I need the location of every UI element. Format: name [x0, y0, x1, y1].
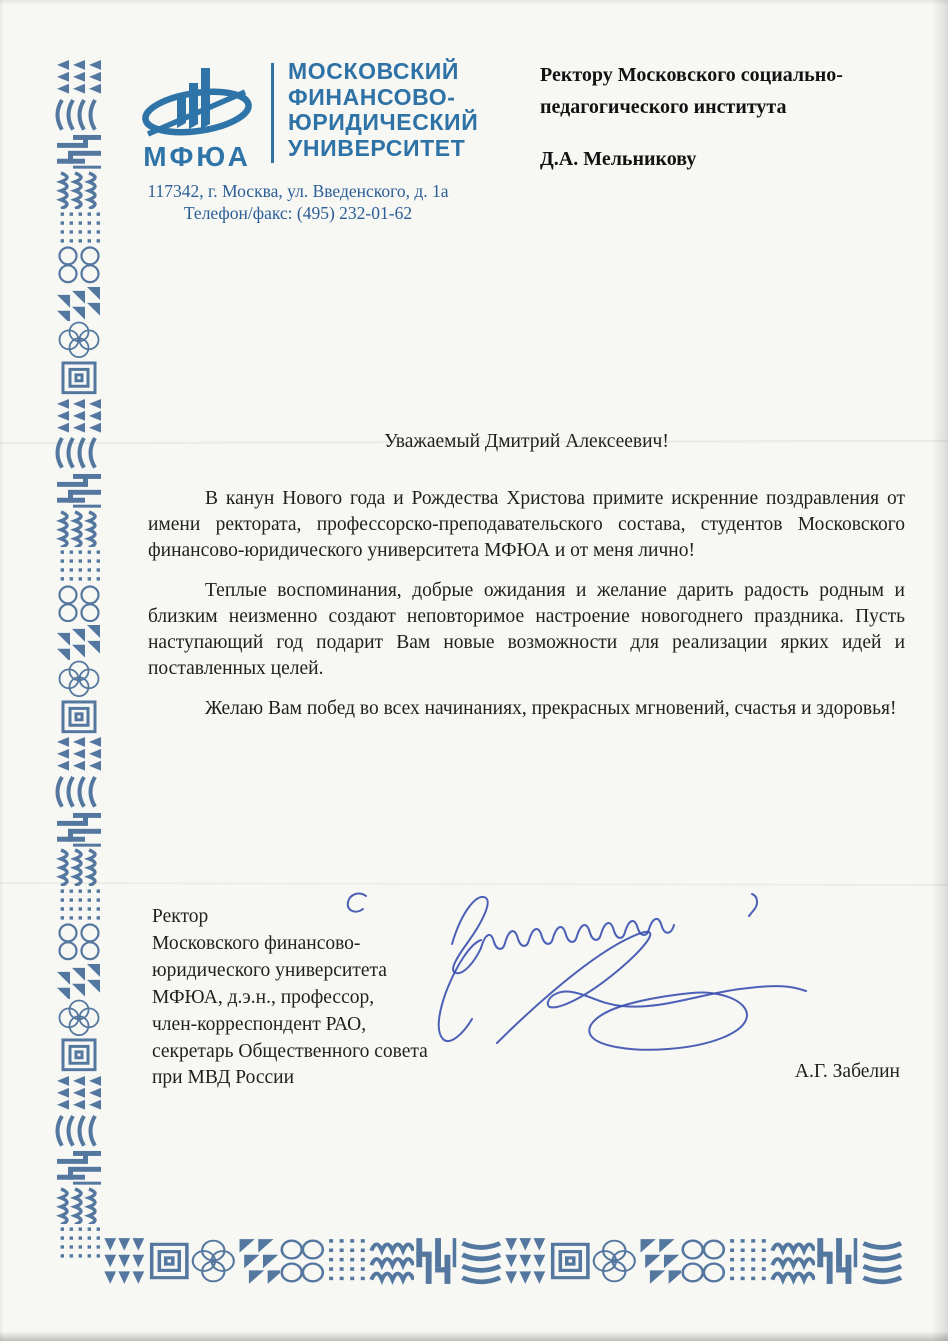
signer-title-line: МФЮА, д.э.н., профессор,: [152, 986, 375, 1008]
left-ornament-border: [55, 58, 103, 1262]
ornament-bars-icon: [414, 1236, 459, 1286]
signer-title-line: при МВД России: [152, 1067, 295, 1089]
ornament-waves-icon: [55, 171, 103, 209]
signer-title-line: член-корреспондент РАО,: [152, 1013, 367, 1035]
ornament-dots-icon: [55, 547, 103, 585]
ornament-squares-icon: [147, 1236, 192, 1286]
ornament-arcs-icon: [55, 1112, 103, 1150]
signer-title-line: Московского финансово-: [152, 932, 361, 954]
ornament-dots-icon: [325, 1236, 370, 1286]
ornament-triangles-icon: [55, 735, 103, 773]
university-title-line: УНИВЕРСИТЕТ: [288, 134, 466, 161]
recipient-title-line: педагогического института: [540, 95, 787, 118]
ornament-squares-icon: [55, 1036, 103, 1074]
ornament-quatrefoil-icon: [55, 321, 103, 359]
ornament-circles-icon: [280, 1236, 325, 1286]
ornament-triangles-icon: [102, 1236, 147, 1286]
ornament-waves-icon: [369, 1236, 414, 1286]
scan-edge: [0, 0, 4, 1341]
signer-title-line: Ректор: [152, 906, 209, 927]
ornament-waves-icon: [55, 1187, 103, 1225]
ornament-triangles-icon: [55, 397, 103, 435]
address-block: [110, 180, 486, 224]
signer-title-line: юридического университета: [152, 959, 387, 981]
ornament-dots-icon: [55, 1224, 103, 1262]
letter-body: [148, 486, 905, 736]
logo-acronym: МФЮА: [143, 141, 251, 172]
address-line: 117342, г. Москва, ул. Введенского, д. 1а: [147, 181, 449, 201]
ornament-arcs-icon: [55, 434, 103, 472]
ornament-circles-icon: [55, 923, 103, 961]
ornament-tri-diag-icon: [55, 622, 103, 660]
ornament-triangles-icon: [55, 1074, 103, 1112]
ornament-dots-icon: [55, 886, 103, 924]
ornament-triangles-icon: [503, 1236, 548, 1286]
paper-crease: [0, 882, 948, 886]
ornament-quatrefoil-icon: [592, 1236, 637, 1286]
signer-title-line: секретарь Общественного совета: [152, 1040, 428, 1062]
letter-paragraph: В канун Нового года и Рождества Христова примите искренние поздравления от имени ректората, профессорско-преподавательского состава, студентов Московского финансово-юридического университета МФЮА и от меня лично!: [148, 488, 905, 561]
ornament-tri-diag-icon: [55, 284, 103, 322]
letter-paragraph: Теплые воспоминания, добрые ожидания и желание дарить радость родным и близким неизменно создают неповторимое настроение новогоднего праздника. Пусть наступающий год подарит Вам новые возможности для реализации ярких идей и поставленных целей.: [148, 580, 905, 679]
mfua-logo-icon: [131, 54, 263, 176]
ornament-tri-diag-icon: [55, 961, 103, 999]
ornament-bars-icon: [55, 811, 103, 849]
signer-name: А.Г. Забелин: [794, 1061, 900, 1082]
scan-edge: [0, 1331, 948, 1341]
ornament-waves-icon: [770, 1236, 815, 1286]
ornament-arcs-icon: [55, 773, 103, 811]
ornament-quatrefoil-icon: [55, 999, 103, 1037]
header-divider: [271, 63, 274, 163]
ornament-squares-icon: [55, 359, 103, 397]
ornament-squares-icon: [548, 1236, 593, 1286]
ornament-quatrefoil-icon: [191, 1236, 236, 1286]
ornament-bars-icon: [815, 1236, 860, 1286]
ornament-dots-icon: [726, 1236, 771, 1286]
ornament-quatrefoil-icon: [55, 660, 103, 698]
ornament-bars-icon: [55, 133, 103, 171]
phone-line: Телефон/факс: (495) 232-01-62: [183, 203, 413, 223]
university-title-line: ФИНАНСОВО-: [288, 83, 456, 110]
scan-edge: [932, 0, 948, 1341]
ornament-bars-icon: [55, 472, 103, 510]
ornament-circles-icon: [55, 585, 103, 623]
ornament-tri-diag-icon: [236, 1236, 281, 1286]
ornament-circles-icon: [55, 246, 103, 284]
university-title: [288, 59, 478, 161]
university-title-line: ЮРИДИЧЕСКИЙ: [288, 109, 479, 135]
ornament-dots-icon: [55, 209, 103, 247]
letter-paragraph: Желаю Вам побед во всех начинаниях, прекрасных мгновений, счастья и здоровья!: [205, 698, 897, 719]
ornament-arcs-icon: [55, 96, 103, 134]
scan-edge: [0, 0, 948, 5]
university-title-line: МОСКОВСКИЙ: [288, 58, 460, 84]
recipient-name: Д.А. Мельникову: [540, 148, 697, 170]
salutation: Уважаемый Дмитрий Алексеевич!: [384, 431, 669, 452]
ornament-lines-icon: [860, 1236, 905, 1286]
ornament-waves-icon: [55, 848, 103, 886]
signer-title-block: [152, 904, 512, 1092]
ornament-lines-icon: [459, 1236, 504, 1286]
ornament-tri-diag-icon: [637, 1236, 682, 1286]
recipient-title-line: Ректору Московского социально-: [540, 64, 843, 86]
recipient-block: [540, 60, 935, 176]
ornament-waves-icon: [55, 510, 103, 548]
ornament-bars-icon: [55, 1149, 103, 1187]
ornament-triangles-icon: [55, 58, 103, 96]
ornament-circles-icon: [681, 1236, 726, 1286]
ornament-squares-icon: [55, 698, 103, 736]
bottom-ornament-border: [102, 1236, 904, 1286]
